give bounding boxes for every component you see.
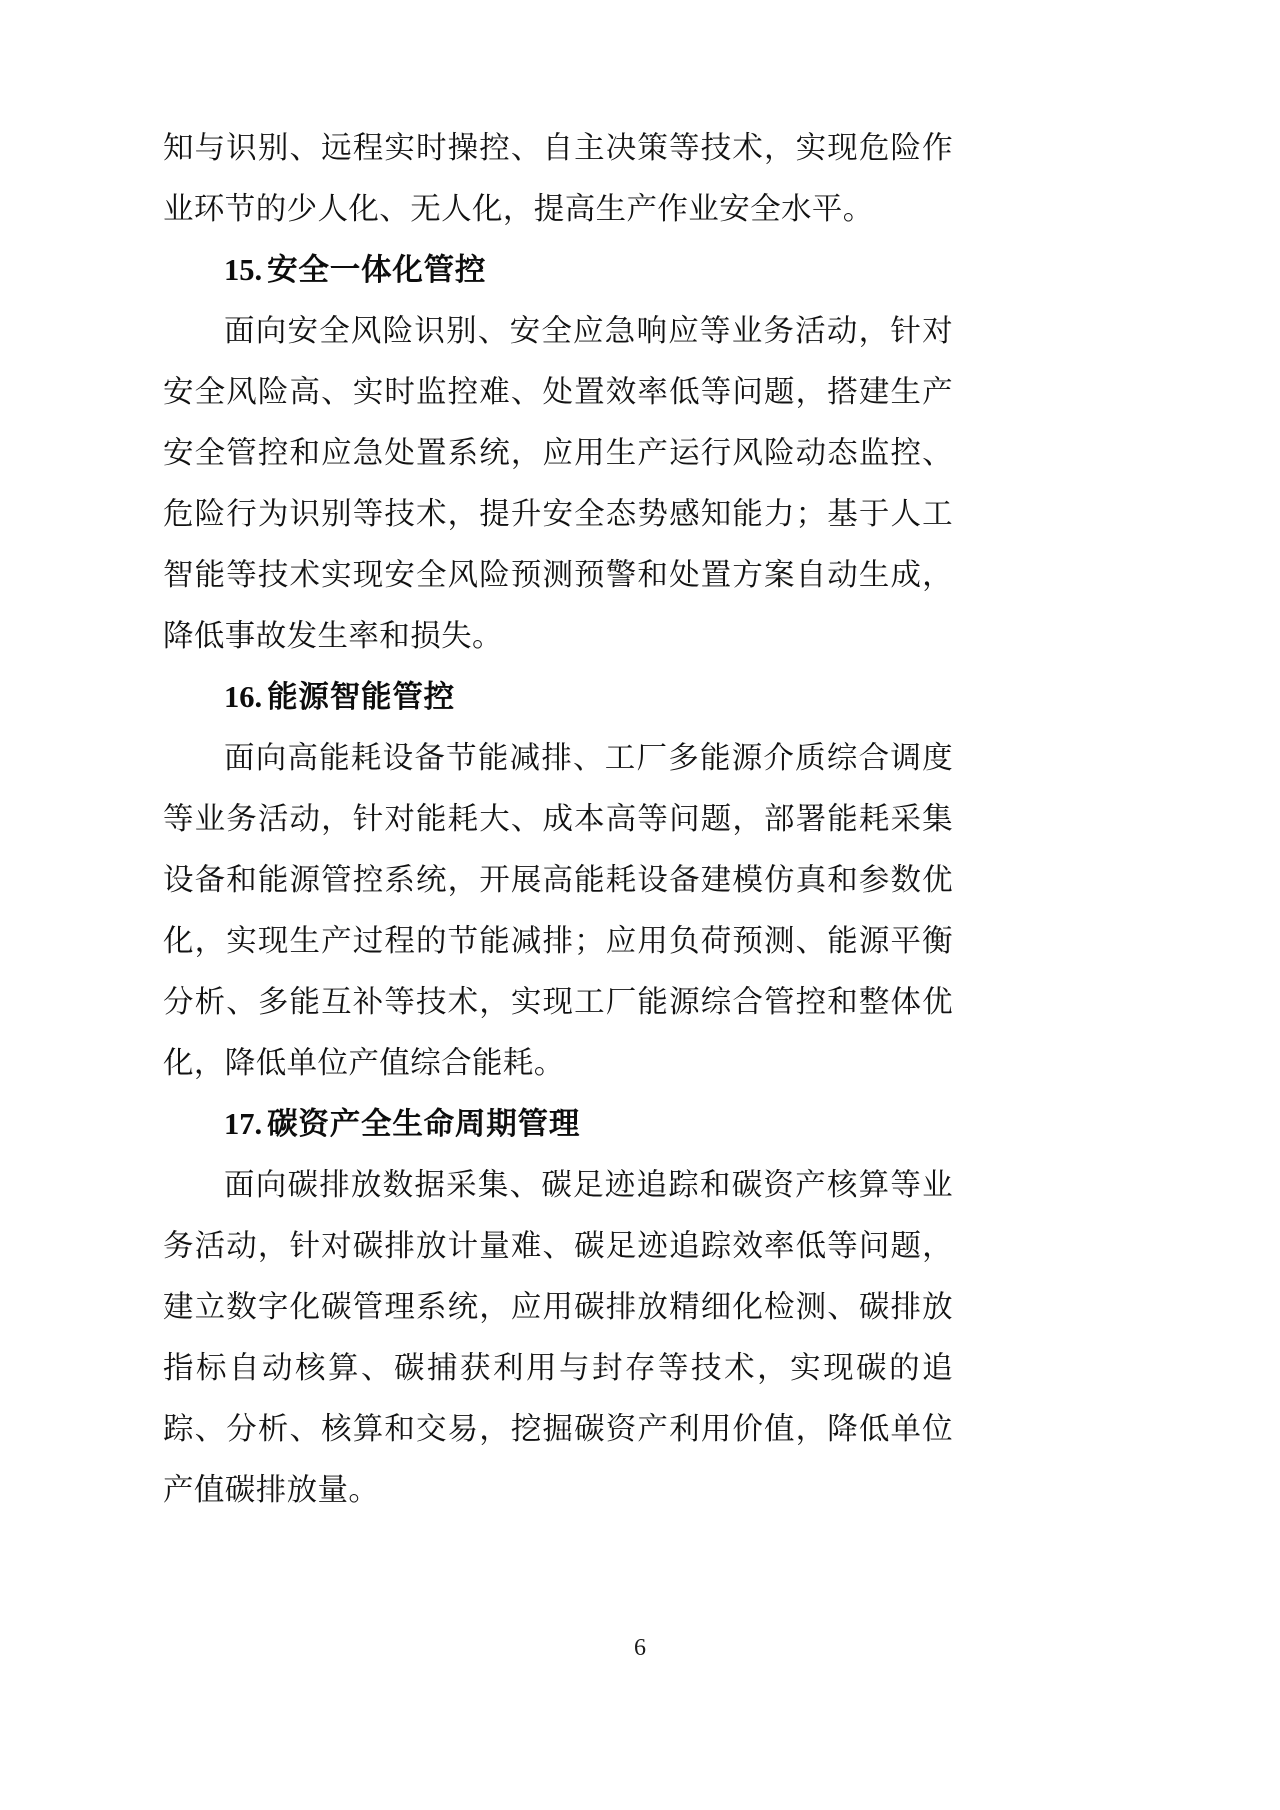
section-body-16: 面向高能耗设备节能减排、工厂多能源介质综合调度等业务活动，针对能耗大、成本高等问题，部署能耗采集设备和能源管控系统，开展高能耗设备建模仿真和参数优化，实现生产过程的节能减排；应用负荷预测、能源平衡分析、多能互补等技术，实现工厂能源综合管控和整体优化，降低单位产值综合能耗。	[163, 741, 953, 1081]
section-heading-16	[163, 667, 953, 728]
section-body-15: 面向安全风险识别、安全应急响应等业务活动，针对安全风险高、实时监控难、处置效率低等问题，搭建生产安全管控和应急处置系统，应用生产运行风险动态监控、危险行为识别等技术，提升安全态势感知能力；基于人工智能等技术实现安全风险预测预警和处置方案自动生成，降低事故发生率和损失。	[163, 314, 953, 654]
continued-paragraph: 知与识别、远程实时操控、自主决策等技术，实现危险作业环节的少人化、无人化，提高生产作业安全水平。	[163, 131, 953, 227]
section-body-17: 面向碳排放数据采集、碳足迹追踪和碳资产核算等业务活动，针对碳排放计量难、碳足迹追踪效率低等问题，建立数字化碳管理系统，应用碳排放精细化检测、碳排放指标自动核算、碳捕获利用与封存等技术，实现碳的追踪、分析、核算和交易，挖掘碳资产利用价值，降低单位产值碳排放量。	[163, 1168, 953, 1508]
page-content	[163, 118, 953, 1521]
section-number-17: 17.	[224, 1107, 263, 1141]
section-number-16: 16.	[224, 680, 263, 714]
section-number-15: 15.	[224, 253, 263, 287]
section-heading-15	[163, 240, 953, 301]
section-title-17: 碳资产全生命周期管理	[267, 1106, 581, 1142]
section-heading-17	[163, 1094, 953, 1155]
page-number: 6	[634, 1635, 646, 1661]
section-title-15: 安全一体化管控	[267, 252, 487, 288]
section-title-16: 能源智能管控	[267, 679, 455, 715]
